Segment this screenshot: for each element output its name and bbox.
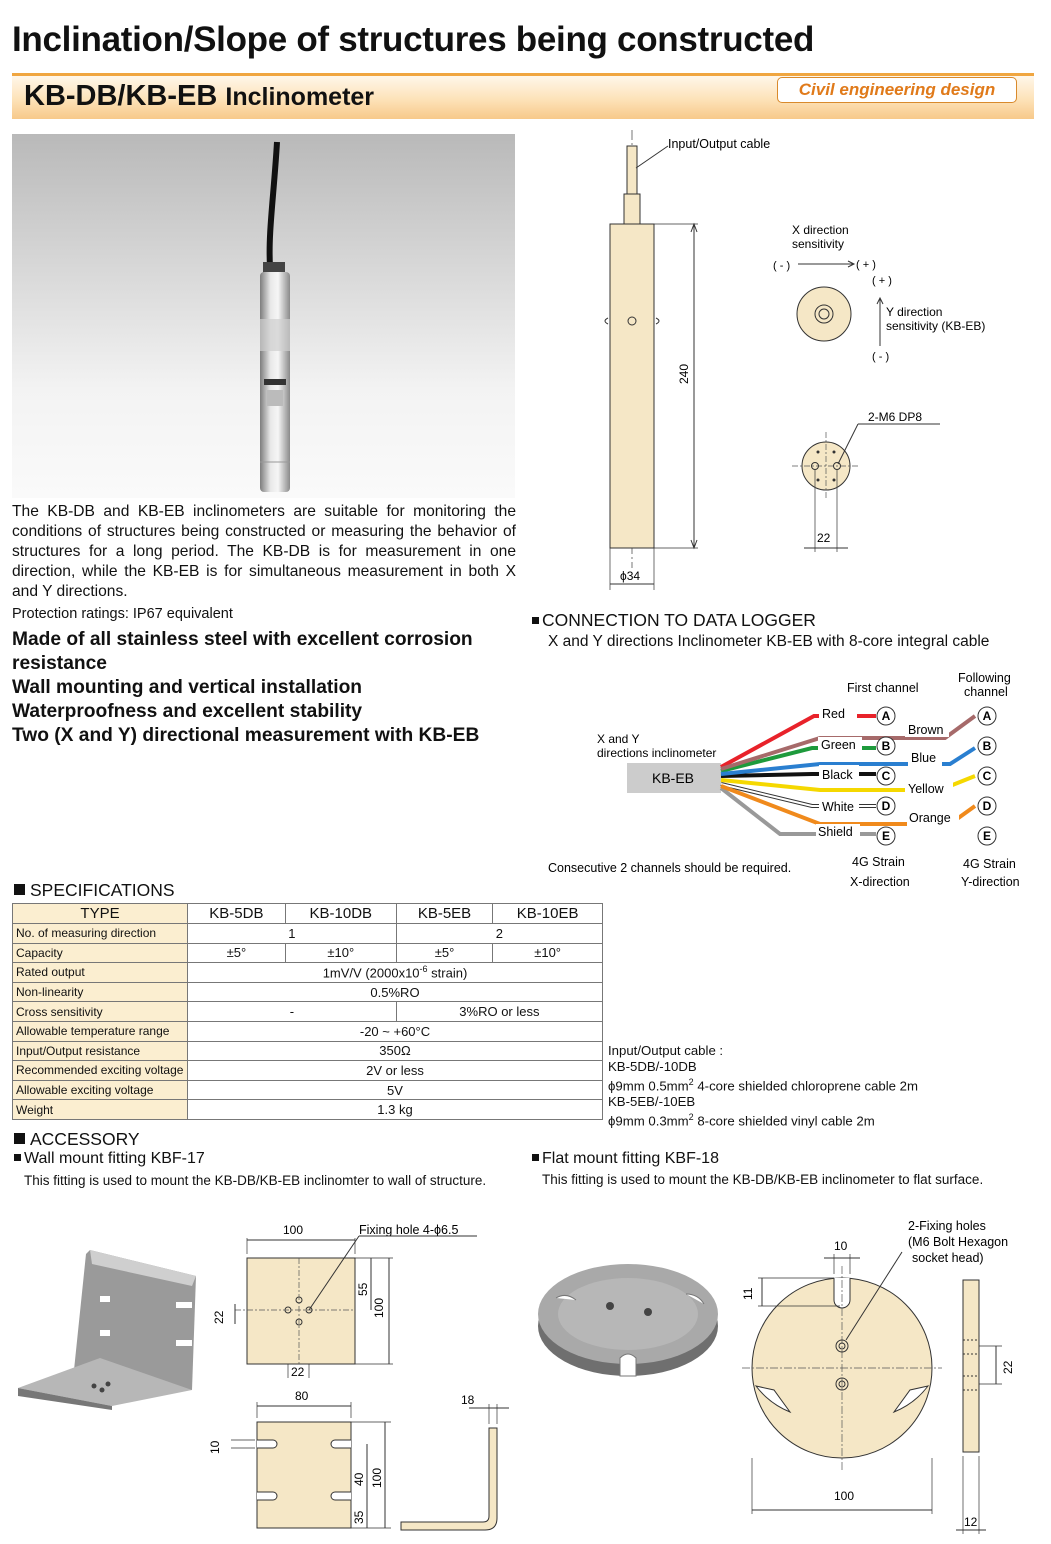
table-row: Weight 1.3 kg bbox=[13, 1100, 603, 1120]
device-name: KB-EB bbox=[652, 770, 695, 786]
strain-x-label: 4G Strain bbox=[852, 855, 905, 869]
protection-rating: Protection ratings: IP67 equivalent bbox=[12, 606, 233, 622]
flat-fitting-desc: This fitting is used to mount the KB-DB/KB-EB inclinometer to flat surface. bbox=[542, 1172, 984, 1187]
terminal-a2: A bbox=[982, 709, 992, 723]
plus-sign: ( + ) bbox=[856, 259, 876, 271]
dim-55: 55 bbox=[356, 1282, 370, 1296]
strain-y-dir: Y-direction bbox=[961, 875, 1020, 889]
model-subtitle: Inclinometer bbox=[225, 83, 375, 111]
table-row: Cross sensitivity - 3%RO or less bbox=[13, 1002, 603, 1022]
pitch-dim: 22 bbox=[817, 531, 831, 545]
spec-table bbox=[12, 903, 603, 1120]
wall-fitting-drawing bbox=[205, 1218, 525, 1538]
dim-12: 12 bbox=[964, 1515, 978, 1529]
connection-title: CONNECTION TO DATA LOGGER bbox=[532, 610, 816, 631]
table-row: Input/Output resistance 350Ω bbox=[13, 1041, 603, 1061]
fixing-holes-label: 2-Fixing holes bbox=[908, 1219, 986, 1233]
accessory-title: ACCESSORY bbox=[14, 1129, 140, 1150]
wire-label-white: White bbox=[822, 800, 854, 814]
flat-fitting-photo bbox=[536, 1248, 722, 1386]
flat-fitting-drawing bbox=[730, 1216, 1040, 1536]
terminal-c: C bbox=[881, 769, 891, 783]
wall-fitting-title: Wall mount fitting KBF-17 bbox=[14, 1150, 205, 1168]
type-header: TYPE bbox=[13, 904, 188, 924]
feature-list bbox=[12, 628, 522, 748]
product-photo bbox=[12, 134, 515, 498]
table-row: Allowable temperature range -20 ~ +60°C bbox=[13, 1021, 603, 1041]
dim-22-v: 22 bbox=[212, 1310, 226, 1324]
minus-sign-y: ( - ) bbox=[872, 351, 890, 363]
terminal-e: E bbox=[881, 829, 891, 843]
wire-label-brown: Brown bbox=[908, 723, 944, 737]
dim-18: 18 bbox=[461, 1393, 475, 1407]
first-channel-label: First channel bbox=[847, 681, 919, 695]
length-dim: 240 bbox=[677, 363, 691, 384]
fixing-hole-label: Fixing hole 4-ϕ6.5 bbox=[359, 1223, 459, 1237]
dimension-drawing bbox=[560, 128, 1040, 598]
holes-label: 2-M6 DP8 bbox=[868, 410, 923, 424]
dim-40: 40 bbox=[352, 1472, 366, 1486]
category-badge: Civil engineering design bbox=[777, 77, 1017, 103]
x-sensitivity-label: X direction bbox=[792, 223, 849, 237]
x-sensitivity-label-2: sensitivity bbox=[792, 237, 845, 251]
minus-sign: ( - ) bbox=[773, 260, 791, 272]
table-row: Non-linearity 0.5%RO bbox=[13, 982, 603, 1002]
terminal-c2: C bbox=[982, 769, 992, 783]
wire-label-black: Black bbox=[822, 768, 853, 782]
specifications-title: SPECIFICATIONS bbox=[14, 880, 175, 901]
model-header: KB-5EB bbox=[396, 904, 492, 924]
dim-100-flat: 100 bbox=[834, 1489, 855, 1503]
table-row: Capacity ±5° ±10° ±5° ±10° bbox=[13, 943, 603, 963]
cable-note: Input/Output cable : KB-5DB/-10DB ϕ9mm $0.5mm^2$ 4-core shielded chloroprene cable 2m KB-5EB/-10EB ϕ9mm $0.3mm^2$ 8-core shielded vinyl cable 2m bbox=[608, 1043, 919, 1128]
plus-sign-y: ( + ) bbox=[872, 275, 892, 287]
model-code: KB-DB/KB-EB bbox=[24, 80, 218, 112]
model-header: KB-10DB bbox=[285, 904, 396, 924]
dim-100-b: 100 bbox=[370, 1467, 384, 1488]
wire-label-blue: Blue bbox=[911, 751, 937, 765]
wire-label-green: Green bbox=[821, 738, 856, 752]
wire-label-shield: Shield bbox=[818, 825, 853, 839]
model-header: KB-10EB bbox=[493, 904, 603, 924]
terminal-d: D bbox=[881, 799, 891, 813]
dim-100: 100 bbox=[283, 1223, 304, 1237]
terminal-a: A bbox=[881, 709, 891, 723]
wiring-diagram bbox=[548, 668, 1050, 900]
terminal-e2: E bbox=[982, 829, 992, 843]
connection-note: Consecutive 2 channels should be required. bbox=[548, 861, 792, 875]
table-row: Allowable exciting voltage 5V bbox=[13, 1080, 603, 1100]
fixing-holes-label-2: (M6 Bolt Hexagon bbox=[908, 1235, 1009, 1249]
following-channel-label-2: channel bbox=[964, 685, 1008, 699]
dim-100-h: 100 bbox=[372, 1297, 386, 1318]
product-model bbox=[24, 80, 374, 113]
strain-y-label: 4G Strain bbox=[963, 857, 1016, 871]
table-row: Recommended exciting voltage 2V or less bbox=[13, 1061, 603, 1081]
wire-label-orange: Orange bbox=[909, 811, 951, 825]
diameter-dim: ϕ34 bbox=[620, 569, 641, 583]
model-header: KB-5DB bbox=[188, 904, 286, 924]
page-title: Inclination/Slope of structures being constructed bbox=[12, 20, 815, 59]
table-row: Rated output 1mV/V ($2000x10^{-6}$ strain) bbox=[13, 963, 603, 983]
following-channel-label: Following bbox=[958, 671, 1011, 685]
dim-35: 35 bbox=[352, 1510, 366, 1524]
device-label-2: directions inclinometer bbox=[597, 746, 717, 760]
product-description: The KB-DB and KB-EB inclinometers are suitable for monitoring the conditions of structures being constructed or measuring the behavior of structures for a long period. The KB-DB is for measurement in one direction, while the KB-EB is for simultaneous measurement in both X and Y directions. bbox=[12, 503, 516, 600]
wall-fitting-photo bbox=[14, 1240, 204, 1410]
terminal-b: B bbox=[881, 739, 891, 753]
terminal-d2: D bbox=[982, 799, 992, 813]
table-row: No. of measuring direction 1 2 bbox=[13, 924, 603, 944]
dim-10: 10 bbox=[208, 1440, 222, 1454]
feature-item: Waterproofness and excellent stability bbox=[12, 701, 363, 722]
cable-label: Input/Output cable bbox=[668, 137, 771, 151]
dim-11: 11 bbox=[741, 1287, 755, 1300]
device-label: X and Y bbox=[597, 732, 640, 746]
feature-item: Two (X and Y) directional measurement with KB-EB bbox=[12, 725, 480, 746]
dim-22-h: 22 bbox=[291, 1365, 305, 1379]
dim-80: 80 bbox=[295, 1389, 309, 1403]
dim-10-flat: 10 bbox=[834, 1239, 848, 1253]
svg-text:sensitivity (KB-EB): sensitivity (KB-EB) bbox=[886, 319, 986, 333]
connection-subtitle: X and Y directions Inclinometer KB-EB with 8-core integral cable bbox=[548, 633, 990, 650]
flat-fitting-title: Flat mount fitting KBF-18 bbox=[532, 1150, 719, 1168]
feature-item: Made of all stainless steel with excellent corrosion resistance bbox=[12, 629, 473, 674]
strain-x-dir: X-direction bbox=[850, 875, 910, 889]
fixing-holes-label-3: socket head) bbox=[912, 1251, 984, 1265]
dim-22-flat: 22 bbox=[1001, 1360, 1015, 1374]
wall-fitting-desc: This fitting is used to mount the KB-DB/KB-EB inclinomter to wall of structure. bbox=[24, 1173, 487, 1188]
wire-label-red: Red bbox=[822, 707, 845, 721]
wire-label-yellow: Yellow bbox=[908, 782, 944, 796]
terminal-b2: B bbox=[982, 739, 992, 753]
svg-text:Y direction: Y direction bbox=[886, 305, 943, 319]
feature-item: Wall mounting and vertical installation bbox=[12, 677, 363, 698]
